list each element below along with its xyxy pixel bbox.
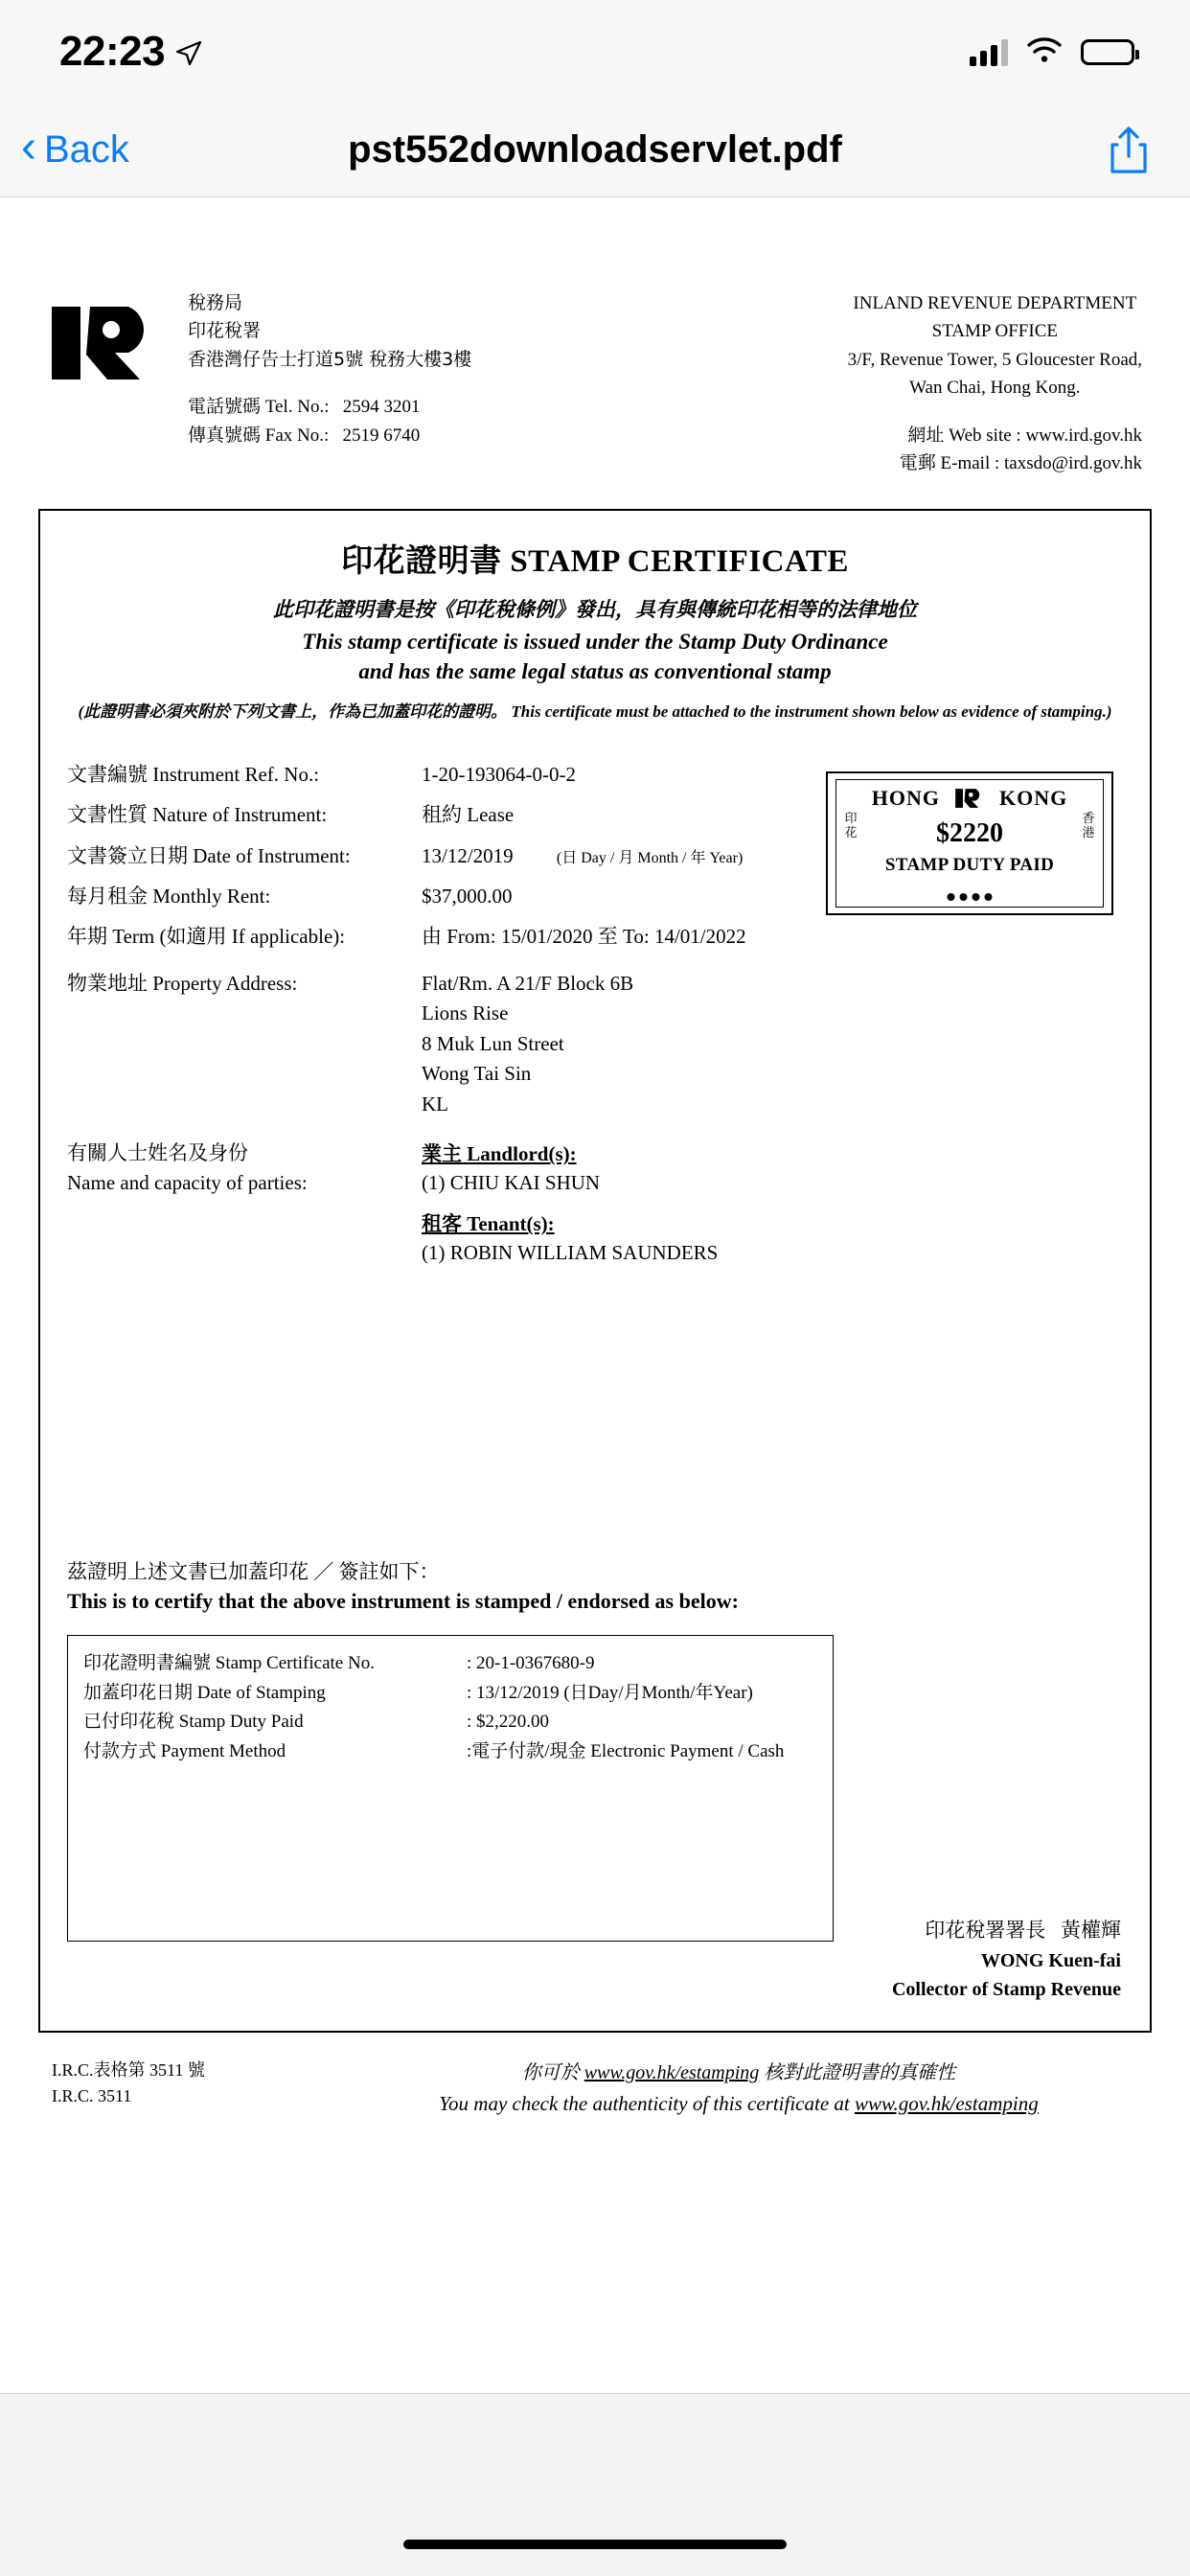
landlord-name: (1) CHIU KAI SHUN: [422, 1171, 601, 1195]
address-line: Flat/Rm. A 21/F Block 6B: [422, 971, 634, 995]
back-button[interactable]: [21, 121, 129, 173]
detail-row: [83, 1649, 817, 1678]
field-label: 文書編號 Instrument Ref. No.:: [67, 762, 320, 786]
authenticity-cn-pre: 你可於: [521, 2061, 584, 2083]
form-reference-cn: I.R.C.表格第 3511 號: [52, 2059, 205, 2080]
field-value: $37,000.00: [422, 885, 513, 908]
date-format-hint: (日 Day / 月 Month / 年 Year): [556, 849, 744, 866]
field-value: 由 From: 15/01/2020 至 To: 14/01/2022: [422, 925, 746, 949]
back-button-label: Back: [43, 128, 129, 171]
pdf-page: [0, 197, 1190, 2120]
ird-logo-icon: [48, 289, 165, 392]
stamp-certificate: [38, 509, 1152, 2033]
certificate-subtitle-cn: 此印花證明書是按《印花稅條例》發出，具有與傳統印花相等的法律地位: [273, 597, 917, 621]
field-value: 13/12/2019: [422, 843, 514, 867]
letterhead-en-line-4: Wan Chai, Hong Kong.: [909, 378, 1081, 399]
cellular-signal-icon: [970, 37, 1008, 66]
chop-kong-label: KONG: [999, 785, 1068, 810]
letterhead-en-line-1: INLAND REVENUE DEPARTMENT: [853, 293, 1137, 313]
chop-side-right: 香港: [1082, 811, 1095, 840]
authenticity-cn-post: 核對此證明書的真確性: [759, 2061, 956, 2083]
certificate-note: (此證明書必須夾附於下列文書上，作為已加蓋印花的證明。 This certificate must be attached to the instrument shown below as evidence of stamping.): [78, 702, 1112, 721]
field-label: 年期 Term (如適用 If applicable):: [67, 925, 346, 949]
instrument-fields: [67, 760, 1123, 1279]
address-line: Wong Tai Sin: [422, 1062, 532, 1086]
parties-label: [67, 1138, 422, 1278]
chop-side-left: 印花: [844, 811, 858, 840]
letterhead-cn-line-3: 香港灣仔告士打道5號 稅務大樓3樓: [188, 348, 472, 370]
website-value[interactable]: www.ird.gov.hk: [1025, 425, 1142, 446]
location-arrow-icon: [176, 41, 201, 66]
parties-label-en: Name and capacity of parties:: [67, 1170, 308, 1194]
letterhead: [38, 289, 1152, 478]
tenant-name: (1) ROBIN WILLIAM SAUNDERS: [422, 1241, 719, 1265]
stamping-details-box: [67, 1635, 834, 1942]
tel-label: 電話號碼 Tel. No.:: [188, 397, 330, 418]
parties-label-cn: 有關人士姓名及身份: [67, 1141, 248, 1165]
signature-block: [892, 1916, 1121, 2004]
email-label: 電郵 E-mail :: [899, 453, 1000, 474]
bottom-toolbar: [0, 2393, 1190, 2576]
share-icon[interactable]: [1106, 124, 1152, 177]
signature-name-en: WONG Kuen-fai: [980, 1949, 1121, 1971]
pdf-footer: [38, 2058, 1152, 2121]
signature-title-en: Collector of Stamp Revenue: [891, 1978, 1121, 2000]
status-bar-right: [970, 35, 1134, 69]
letterhead-en-line-2: STAMP OFFICE: [931, 321, 1058, 342]
detail-label: 付款方式 Payment Method: [83, 1740, 286, 1761]
letterhead-contact: [188, 393, 471, 449]
detail-value: : 13/12/2019 (日Day/月Month/年Year): [467, 1682, 753, 1703]
authenticity-note-cn: [339, 2058, 1138, 2088]
field-value: 租約 Lease: [422, 803, 515, 827]
status-bar-left: [59, 28, 201, 76]
detail-row: [83, 1679, 817, 1708]
detail-label: 已付印花稅 Stamp Duty Paid: [83, 1712, 304, 1733]
detail-value: : $2,220.00: [467, 1712, 550, 1733]
nav-bar: [0, 104, 1190, 197]
detail-value: :電子付款/現金 Electronic Payment / Cash: [467, 1740, 785, 1761]
home-indicator[interactable]: [403, 2540, 787, 2549]
field-label: 文書性質 Nature of Instrument:: [67, 803, 328, 827]
letterhead-en-line-3: 3/F, Revenue Tower, 5 Gloucester Road,: [847, 349, 1142, 370]
property-address-value: [422, 969, 1123, 1120]
certify-block: [67, 1556, 1123, 1614]
address-line: 8 Muk Lun Street: [422, 1031, 564, 1055]
chevron-left-icon: ‹: [21, 121, 36, 172]
detail-row: [83, 1708, 817, 1736]
authenticity-en-pre: You may check the authenticity of this certificate at: [439, 2091, 855, 2115]
tenant-heading: 租客 Tenant(s):: [422, 1212, 555, 1236]
signature-title-cn: 印花稅署署長: [925, 1919, 1046, 1943]
landlord-heading: 業主 Landlord(s):: [422, 1142, 577, 1166]
status-bar: [0, 0, 1190, 104]
field-row: [67, 800, 1123, 829]
estamping-link-en[interactable]: www.gov.hk/estamping: [854, 2091, 1039, 2115]
letterhead-web-contact: [848, 422, 1142, 478]
detail-label: 印花證明書編號 Stamp Certificate No.: [83, 1653, 375, 1674]
letterhead-chinese: [188, 289, 471, 449]
fax-label: 傳真號碼 Fax No.:: [188, 425, 330, 446]
letterhead-cn-line-2: 印花稅署: [188, 320, 262, 342]
tel-value: 2594 3201: [342, 397, 421, 418]
certify-text-cn: 茲證明上述文書已加蓋印花 ／ 簽註如下：: [67, 1560, 440, 1584]
wifi-icon: [1025, 35, 1064, 69]
form-reference-en: I.R.C. 3511: [52, 2085, 132, 2105]
parties-section: [67, 1138, 1123, 1278]
parties-values: [422, 1138, 718, 1278]
field-row: [67, 922, 1123, 951]
address-line: Lions Rise: [422, 1001, 509, 1025]
certificate-subtitle-en-line-2: and has the same legal status as conventional stamp: [358, 658, 832, 683]
certificate-subtitle-en: [67, 627, 1123, 686]
property-address-label: 物業地址 Property Address:: [67, 971, 298, 995]
pdf-viewer[interactable]: [0, 197, 1190, 2382]
authenticity-note-en: [339, 2088, 1138, 2121]
detail-row: [83, 1737, 817, 1766]
chop-paid-text: STAMP DUTY PAID: [884, 854, 1055, 875]
authenticity-note: [339, 2058, 1138, 2121]
form-reference: [52, 2058, 339, 2121]
field-row: [67, 760, 1123, 789]
email-value[interactable]: taxsdo@ird.gov.hk: [1004, 453, 1142, 474]
field-row: [67, 882, 1123, 910]
detail-value: : 20-1-0367680-9: [467, 1653, 595, 1674]
property-address-row: [67, 969, 1123, 1120]
estamping-link-cn[interactable]: www.gov.hk/estamping: [584, 2061, 760, 2083]
signature-name-cn: 黃權輝: [1061, 1919, 1121, 1943]
page-title: pst552downloadservlet.pdf: [348, 128, 842, 171]
fax-value: 2519 6740: [342, 425, 421, 446]
chop-amount: $2220: [936, 817, 1003, 848]
letterhead-cn-line-1: 稅務局: [188, 292, 243, 313]
field-label: 每月租金 Monthly Rent:: [67, 885, 271, 908]
field-label: 文書簽立日期 Date of Instrument:: [67, 843, 351, 867]
website-label: 網址 Web site :: [907, 425, 1021, 446]
address-line: KL: [422, 1092, 448, 1116]
letterhead-english: [848, 289, 1142, 478]
chop-hong-label: HONG: [871, 785, 940, 810]
certificate-title: 印花證明書 STAMP CERTIFICATE: [341, 543, 849, 579]
status-time: 22:23: [59, 28, 166, 75]
certificate-subtitle-en-line-1: This stamp certificate is issued under the Stamp Duty Ordinance: [302, 629, 888, 654]
battery-icon: [1081, 39, 1134, 65]
field-value: 1-20-193064-0-0-2: [422, 762, 576, 786]
detail-label: 加蓋印花日期 Date of Stamping: [83, 1682, 326, 1703]
field-row: [67, 841, 1123, 870]
certify-text-en: This is to certify that the above instrument is stamped / endorsed as below:: [67, 1589, 739, 1614]
